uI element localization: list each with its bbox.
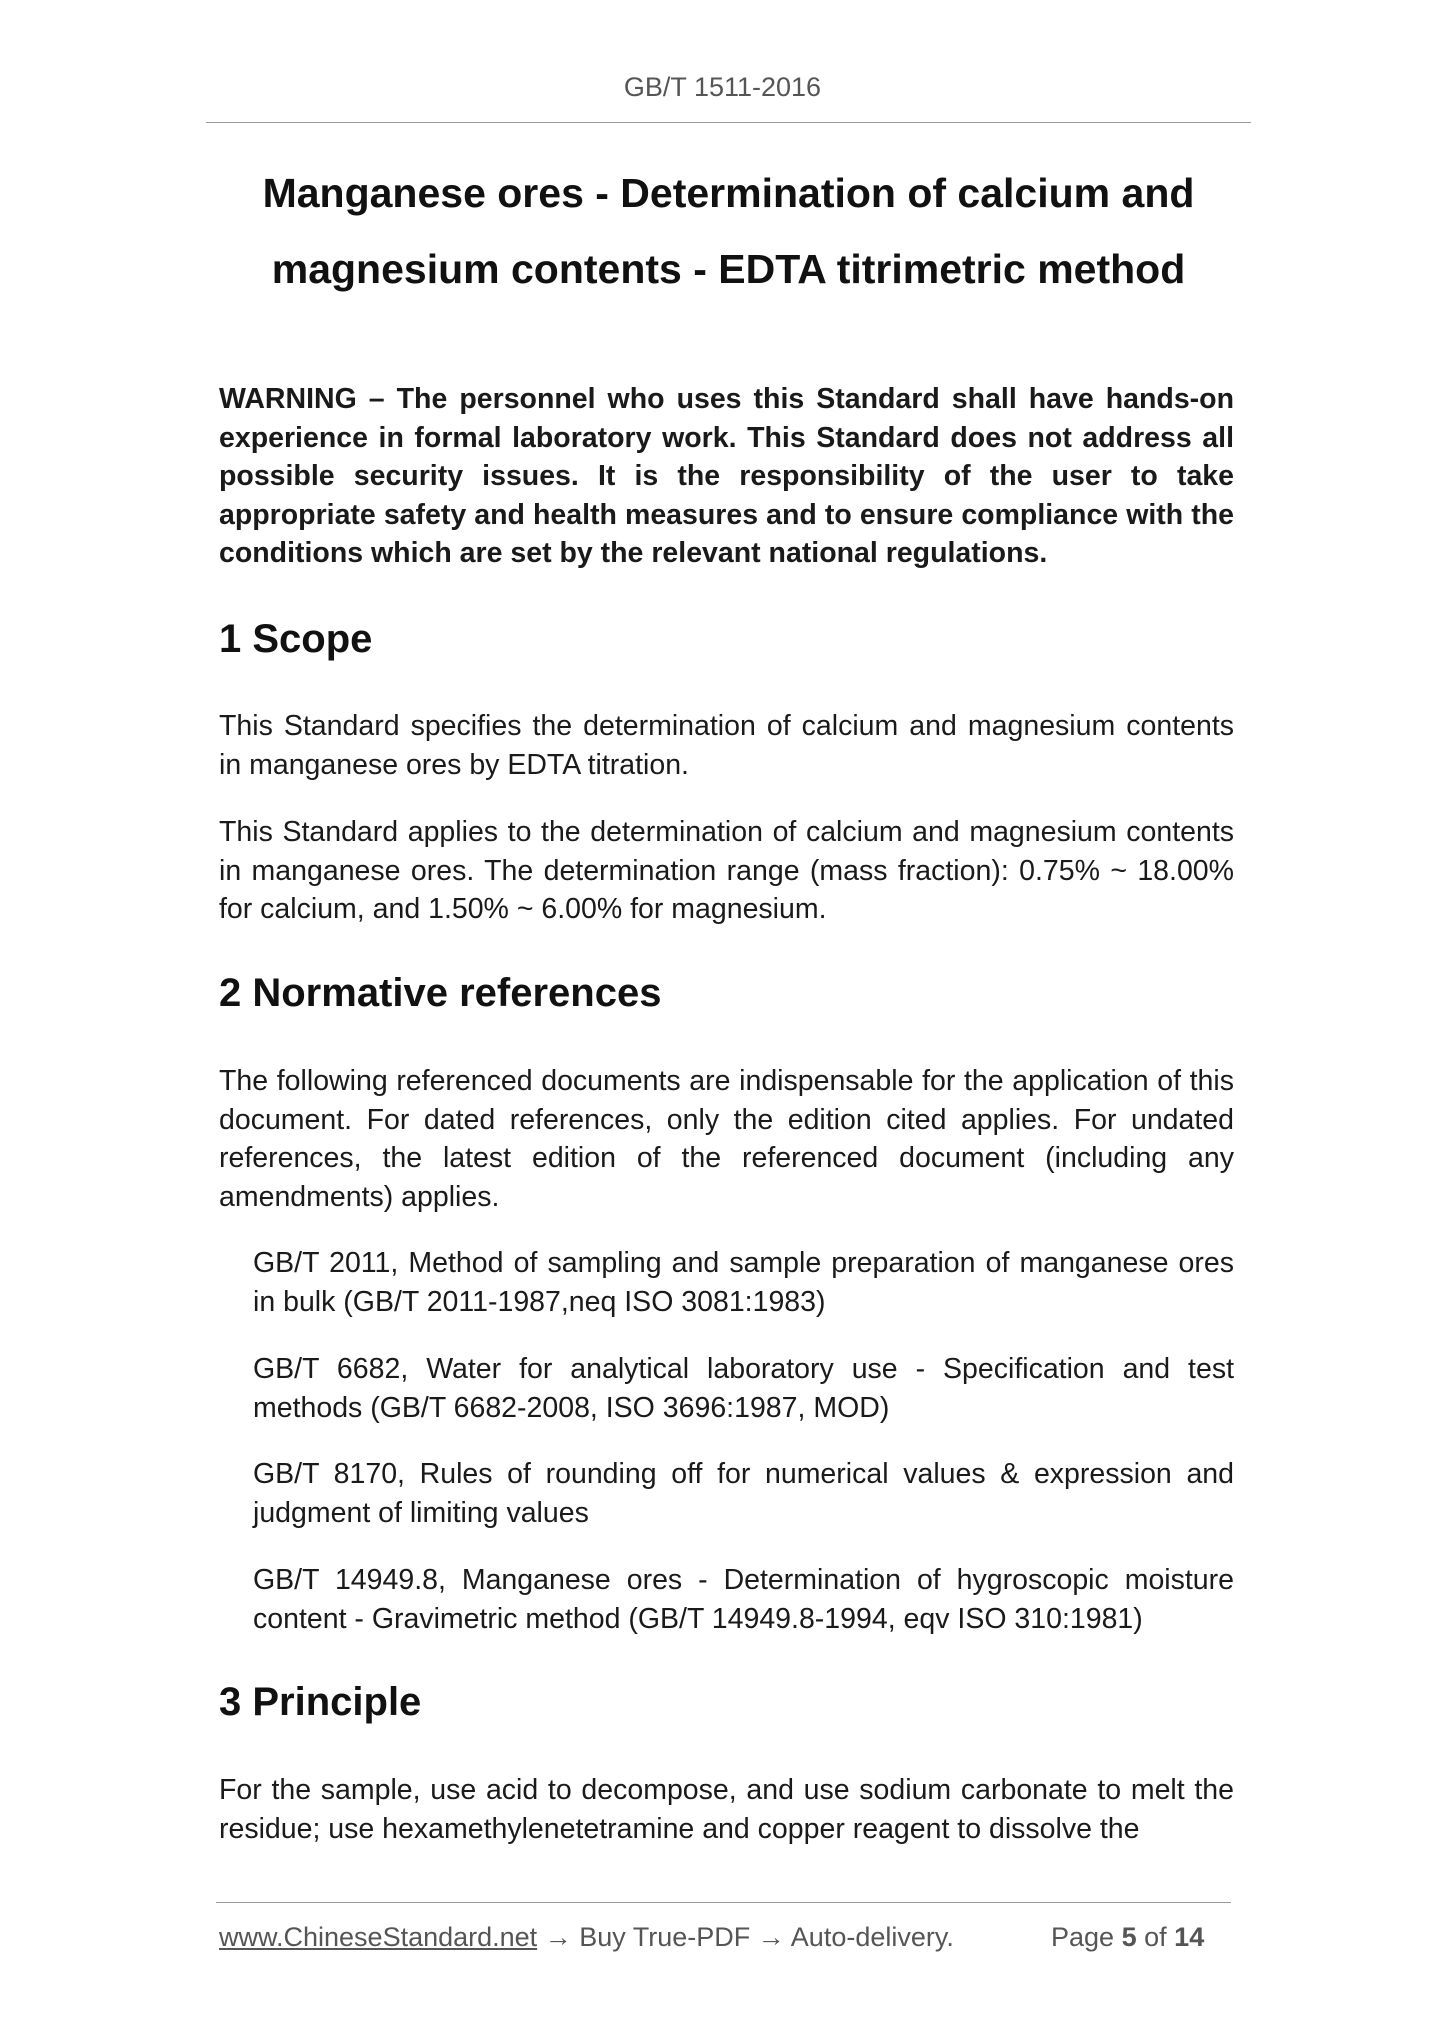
header-divider	[206, 122, 1251, 123]
page-header-doc-id: GB/T 1511-2016	[623, 72, 822, 102]
page-indicator	[1051, 1922, 1204, 1953]
footer-buy-text: Buy True-PDF	[579, 1922, 751, 1952]
arrow-right-icon: →	[757, 1922, 785, 1952]
scope-paragraph-1: This Standard specifies the determination of calcium and magnesium contents in manganese ores by EDTA titration.	[219, 710, 1234, 781]
reference-item: GB/T 6682, Water for analytical laboratory use - Specification and test methods (GB/T 6682-2008, ISO 3696:1987, MOD)	[253, 1353, 1234, 1424]
arrow-right-icon: →	[544, 1922, 572, 1952]
normative-intro-paragraph: The following referenced documents are indispensable for the application of this document. For dated references, only the edition cited applies. For undated references, the latest edition of the referenced document (including any amendments) applies.	[219, 1065, 1234, 1213]
reference-item: GB/T 14949.8, Manganese ores - Determination of hygroscopic moisture content - Gravimetric method (GB/T 14949.8-1994, eqv ISO 310:1981)	[253, 1564, 1234, 1635]
section-heading-principle: 3 Principle	[219, 1680, 422, 1724]
footer-divider	[216, 1902, 1231, 1903]
footer-website-link[interactable]: www.ChineseStandard.net	[219, 1922, 538, 1952]
section-heading-normative-references: 2 Normative references	[219, 971, 662, 1015]
document-title-line-2: magnesium contents - EDTA titrimetric method	[271, 246, 1186, 292]
page-number: 5	[1121, 1922, 1137, 1952]
footer-delivery-text: Auto-delivery.	[790, 1922, 954, 1952]
reference-item: GB/T 2011, Method of sampling and sample preparation of manganese ores in bulk (GB/T 2011-1987,neq ISO 3081:1983)	[253, 1247, 1234, 1318]
footer-promo	[219, 1922, 954, 1953]
principle-paragraph-1: For the sample, use acid to decompose, and use sodium carbonate to melt the residue; use hexamethylenetetramine and copper reagent to dissolve the	[219, 1774, 1234, 1845]
page-word: Page	[1051, 1922, 1115, 1952]
reference-item: GB/T 8170, Rules of rounding off for numerical values & expression and judgment of limiting values	[253, 1458, 1234, 1529]
scope-paragraph-2: This Standard applies to the determination of calcium and magnesium contents in manganese ores. The determination range (mass fraction): 0.75% ~ 18.00% for calcium, and 1.50% ~ 6.00% for magnesium.	[219, 816, 1234, 925]
document-title-line-1: Manganese ores - Determination of calcium and	[262, 170, 1195, 216]
of-word: of	[1144, 1922, 1167, 1952]
page-total: 14	[1174, 1922, 1205, 1952]
section-heading-scope: 1 Scope	[219, 617, 373, 661]
warning-paragraph: WARNING – The personnel who uses this Standard shall have hands-on experience in formal laboratory work. This Standard does not address all possible security issues. It is the responsibility of the user to take appropriate safety and health measures and to ensure compliance with the conditions which are set by the relevant national regulations.	[219, 383, 1234, 569]
